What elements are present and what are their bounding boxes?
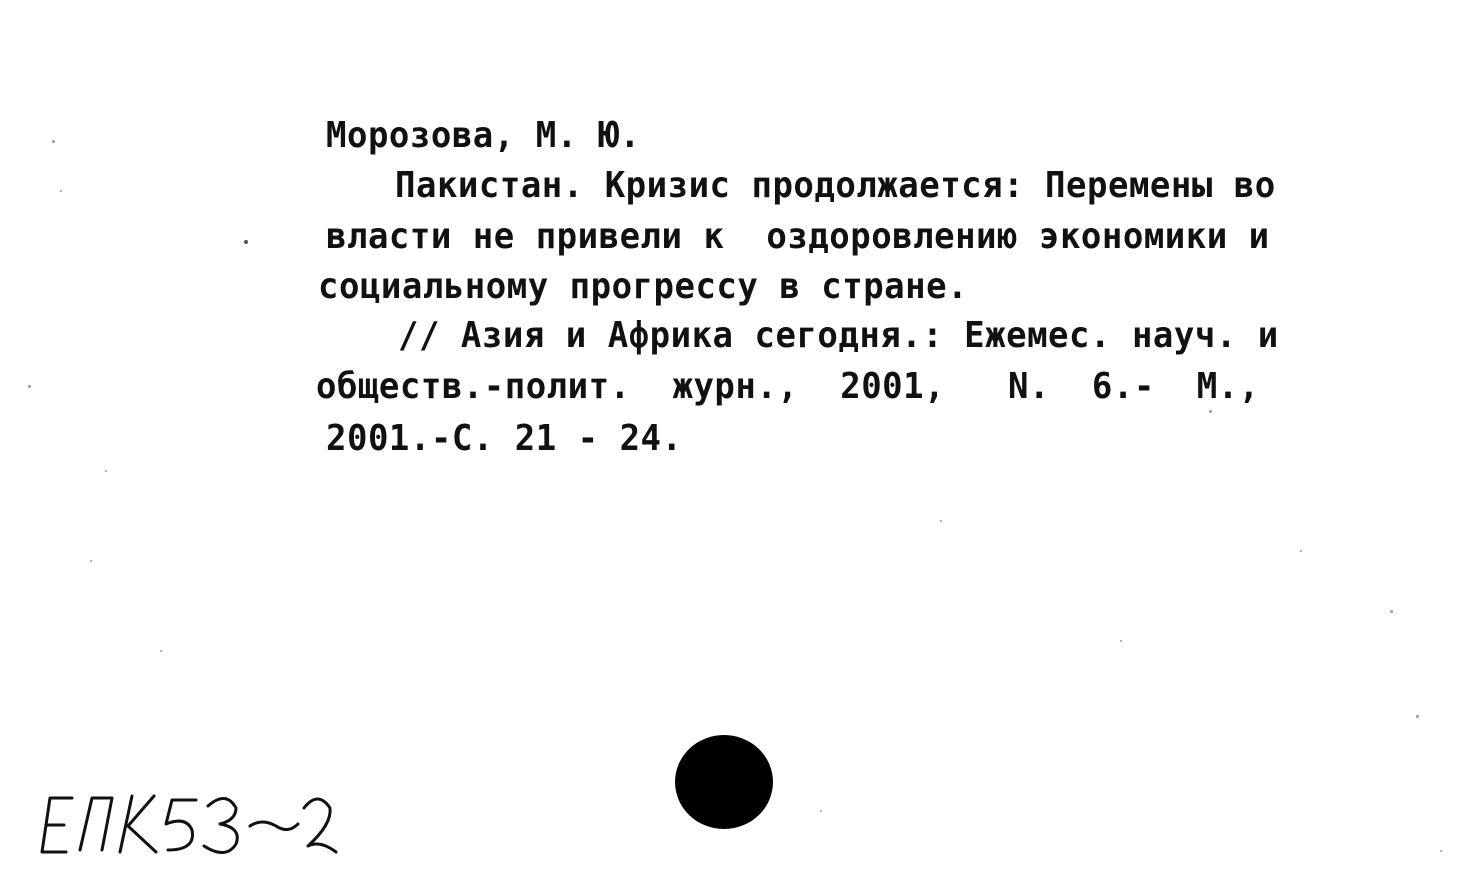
card-title-line-3: социальному прогрессу в стране. [318, 266, 969, 308]
card-source-line-1: // Азия и Африка сегодня.: Ежемес. науч. и [398, 315, 1279, 357]
card-author: Морозова, М. Ю. [326, 115, 641, 157]
card-source-line-3: 2001.-С. 21 - 24. [326, 418, 683, 460]
card-title-line-2: власти не привели к оздоровлению экономики и [326, 216, 1270, 258]
card-source-line-2: обществ.-полит. журн., 2001, N. 6.- М., [316, 366, 1260, 408]
punch-hole [675, 735, 773, 829]
handwritten-shelfmark [36, 780, 356, 870]
card-title-line-1: Пакистан. Кризис продолжается: Перемены во [395, 165, 1276, 207]
